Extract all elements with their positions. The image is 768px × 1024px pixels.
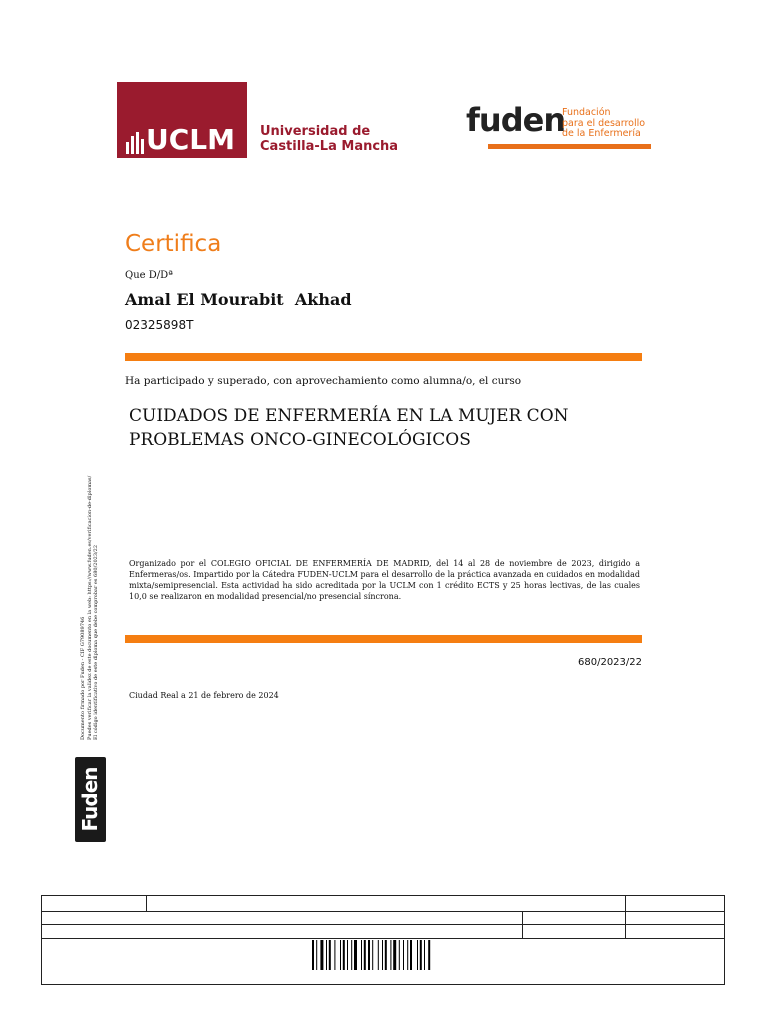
- barcode: [312, 940, 462, 970]
- barcode-bar: [354, 940, 357, 970]
- table-line: [625, 896, 626, 938]
- recipient-id: 02325898T: [125, 318, 194, 332]
- barcode-bar: [340, 940, 341, 970]
- verification-note: [80, 420, 100, 740]
- participation-statement: Ha participado y superado, con aprovechamiento como alumna/o, el curso: [125, 375, 522, 387]
- course-title-line1: CUIDADOS DE ENFERMERÍA EN LA MUJER CON: [129, 406, 569, 426]
- barcode-bar: [410, 940, 412, 970]
- barcode-bar: [312, 940, 314, 970]
- barcode-bar: [361, 940, 362, 970]
- course-title: [129, 404, 649, 452]
- table-line: [146, 896, 147, 911]
- course-description: Organizado por el COLEGIO OFICIAL DE ENFERMERÍA DE MADRID, del 14 al 28 de noviembre de 2023, dirigido a Enfermeras/os. Impartido por la Cátedra FUDEN-UCLM para el desarrollo de la práctica avanzada en cuidados en modalidad mixta/semipresencial. Esta actividad ha sido acreditada por la UCLM con 1 crédito ECTS y 25 horas lectivas, de las cuales 10,0 se realizaron en modalidad presencial/no presencial síncrona.: [129, 559, 640, 601]
- barcode-bar: [382, 940, 383, 970]
- table-line: [42, 911, 724, 912]
- barcode-bar: [390, 940, 391, 970]
- uclm-emblem-icon: [125, 130, 145, 154]
- barcode-bar: [347, 940, 348, 970]
- fuden-sub-line2: para el desarrollo: [562, 117, 646, 129]
- course-title-line2: PROBLEMAS ONCO-GINECOLÓGICOS: [129, 430, 471, 450]
- certificate-reference: 680/2023/22: [578, 657, 642, 668]
- barcode-bar: [316, 940, 317, 970]
- uclm-full-name: [260, 124, 398, 154]
- uclm-name-line2: Castilla-La Mancha: [260, 139, 399, 154]
- fuden-sub-line1: Fundación: [562, 107, 611, 118]
- divider-bar-bottom: [125, 635, 642, 643]
- place-and-date: Ciudad Real a 21 de febrero de 2024: [129, 691, 279, 700]
- uclm-name-line1: Universidad de: [260, 124, 371, 139]
- verification-line2[interactable]: Puedes verificar la validez de este documento en la web: https://www.fuden.es/verificacion-de-diplomas/: [86, 475, 93, 740]
- barcode-bar: [326, 940, 327, 970]
- barcode-bar: [403, 940, 404, 970]
- barcode-bar: [320, 940, 323, 970]
- table-line: [42, 938, 724, 939]
- fuden-subtitle: [562, 108, 645, 140]
- barcode-bar: [334, 940, 335, 970]
- recipient-prefix: Que D/Dª: [125, 270, 173, 281]
- barcode-bar: [351, 940, 352, 970]
- barcode-bar: [385, 940, 387, 970]
- barcode-bar: [329, 940, 331, 970]
- uclm-wordmark: UCLM: [146, 123, 235, 156]
- barcode-bar: [424, 940, 425, 970]
- barcode-bar: [372, 940, 373, 970]
- barcode-bar: [417, 940, 418, 970]
- verification-line3: El código identificativo de este diploma que debe comprobar es 680/2023/22: [93, 544, 99, 740]
- certificate-title: Certifica: [125, 231, 222, 257]
- barcode-bar: [364, 940, 366, 970]
- fuden-side-logo: [75, 757, 106, 842]
- barcode-bar: [368, 940, 370, 970]
- fuden-sub-line3: de la Enfermería: [562, 128, 641, 139]
- barcode-bar: [420, 940, 422, 970]
- barcode-bar: [378, 940, 379, 970]
- barcode-bar: [343, 940, 345, 970]
- barcode-bar: [399, 940, 400, 970]
- barcode-bar: [393, 940, 396, 970]
- fuden-underline: [488, 144, 651, 149]
- fuden-wordmark: fuden: [466, 101, 566, 139]
- fuden-side-wordmark: Fuden: [78, 767, 102, 832]
- table-line: [42, 924, 724, 925]
- verification-line1: Documento firmado por Fuden - CIF G79089746: [80, 616, 86, 740]
- barcode-bar: [428, 940, 430, 970]
- table-line: [522, 911, 523, 938]
- recipient-name: Amal El Mourabit Akhad: [125, 290, 352, 309]
- barcode-bar: [407, 940, 408, 970]
- divider-bar-top: [125, 353, 642, 361]
